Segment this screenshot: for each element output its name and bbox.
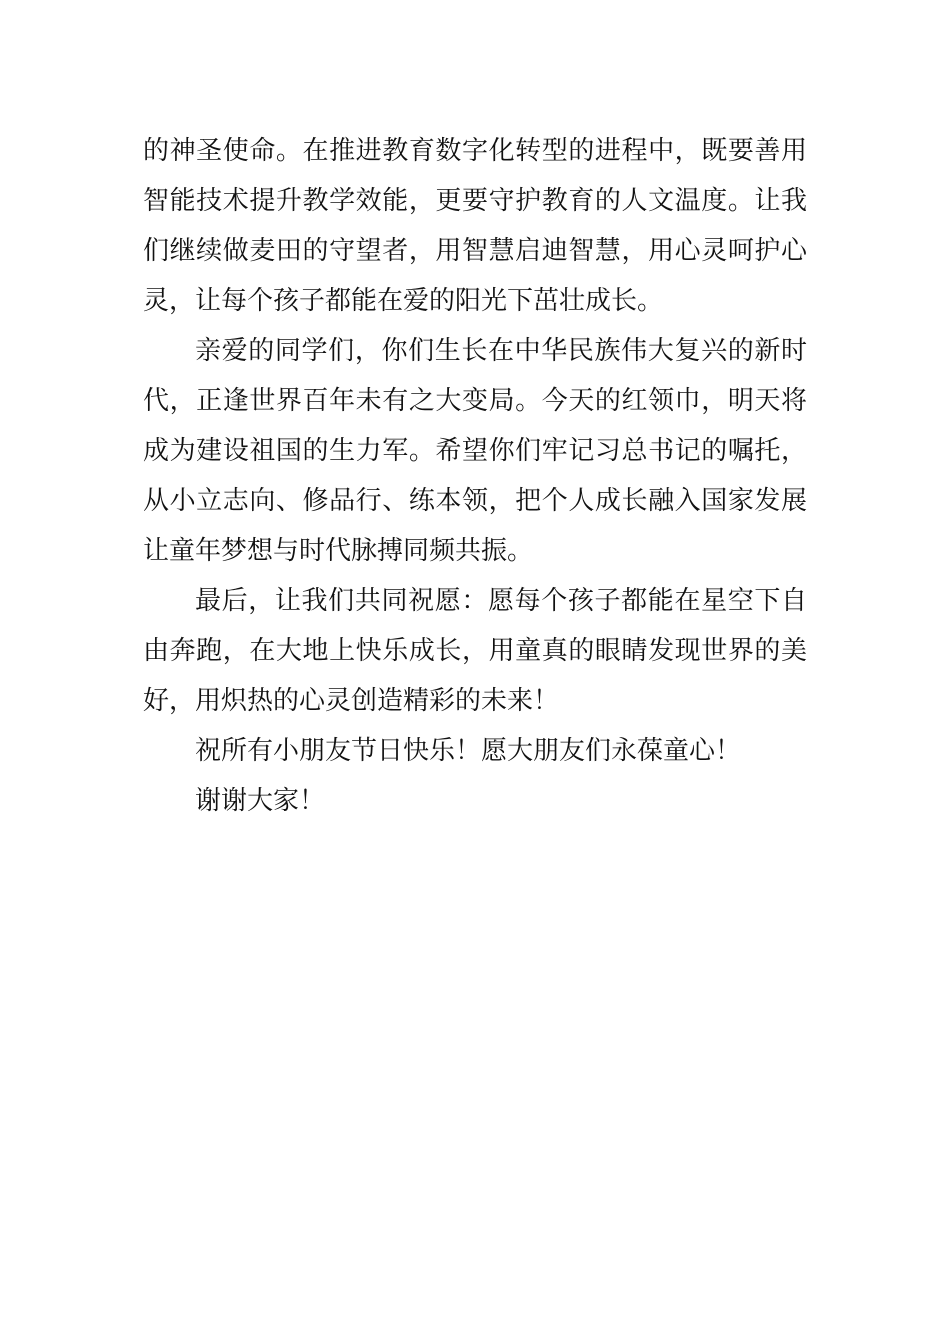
text-line: 成为建设祖国的生力军。希望你们牢记习总书记的嘱托， [143,436,807,466]
paragraph-start-line: 祝所有小朋友节日快乐！愿大朋友们永葆童心！ [195,736,742,766]
text-line: 让童年梦想与时代脉搏同频共振。 [143,536,534,566]
text-line: 们继续做麦田的守望者，用智慧启迪智慧，用心灵呵护心 [143,236,807,266]
paragraph-start-line: 亲爱的同学们，你们生长在中华民族伟大复兴的新时 [195,336,807,366]
document-body [143,126,807,826]
text-line: 好，用炽热的心灵创造精彩的未来！ [143,686,560,716]
text-line: 智能技术提升教学效能，更要守护教育的人文温度。让我 [143,186,807,216]
text-line: 代，正逢世界百年未有之大变局。今天的红领巾，明天将 [143,386,807,416]
text-line: 从小立志向、修品行、练本领，把个人成长融入国家发展 [143,486,807,516]
paragraph-start-line: 最后，让我们共同祝愿：愿每个孩子都能在星空下自 [195,586,807,616]
text-line: 灵，让每个孩子都能在爱的阳光下茁壮成长。 [143,286,664,316]
text-line: 的神圣使命。在推进教育数字化转型的进程中，既要善用 [143,136,807,166]
paragraph-start-line: 谢谢大家！ [195,786,326,816]
text-line: 由奔跑，在大地上快乐成长，用童真的眼睛发现世界的美 [143,636,807,666]
